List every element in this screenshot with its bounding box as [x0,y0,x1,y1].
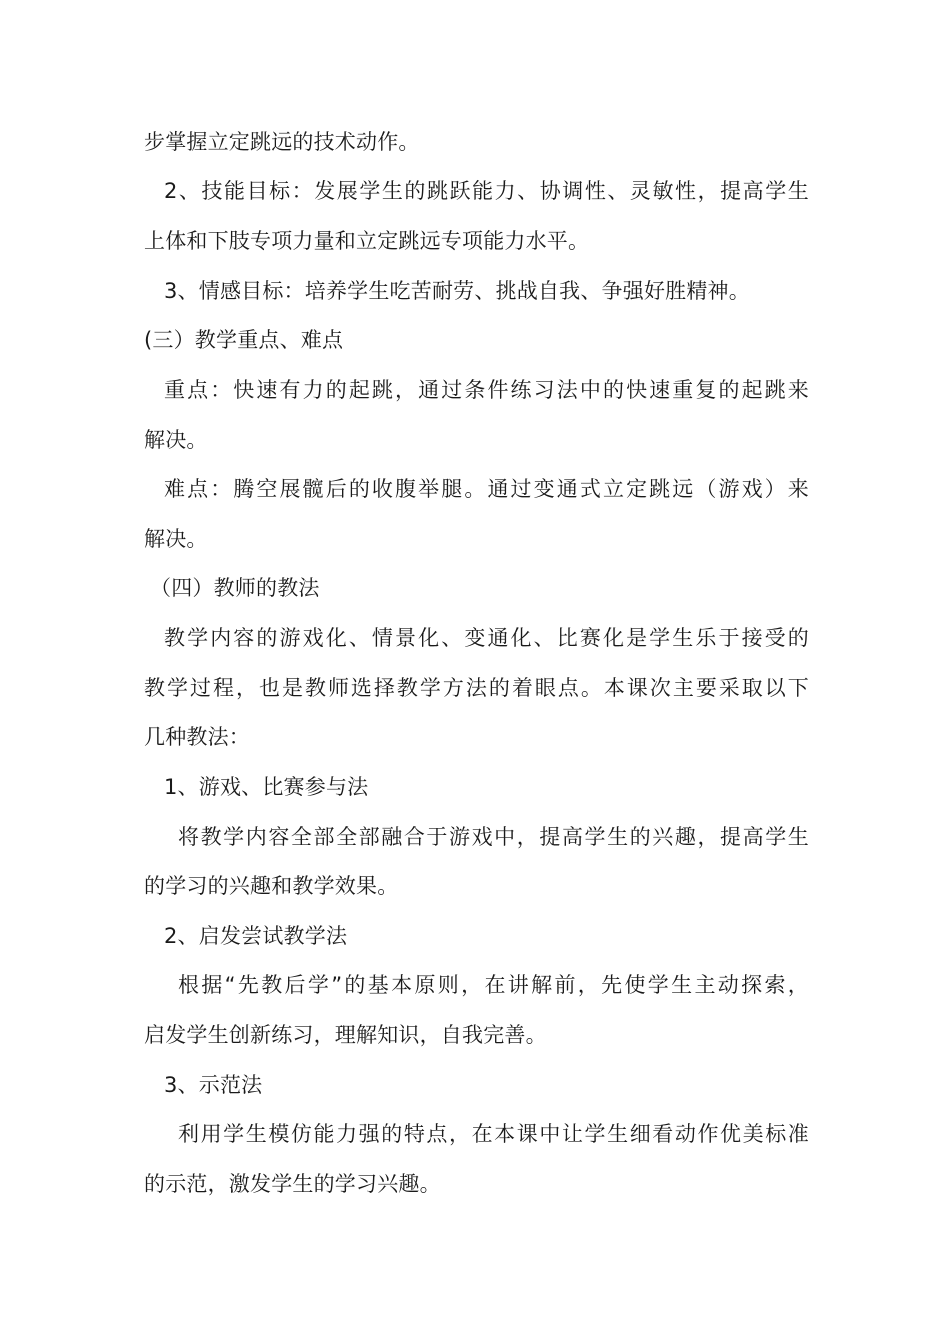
text-line: 根据“先教后学”的基本原则，在讲解前，先使学生主动探索， [178,973,809,997]
text-line: 解决。 [144,527,208,551]
text-line: 步掌握立定跳远的技术动作。 [144,130,420,154]
section-heading: (三）教学重点、难点 [144,328,344,352]
text-line: 2、技能目标：发展学生的跳跃能力、协调性、灵敏性，提高学生 [164,179,809,203]
subsection-heading: 3、示范法 [164,1073,263,1097]
text-line: 难点：腾空展髋后的收腹举腿。通过变通式立定跳远（游戏）来 [164,477,809,501]
text-line: 的学习的兴趣和教学效果。 [144,874,399,898]
text-line: 启发学生创新练习，理解知识，自我完善。 [144,1023,547,1047]
text-line: 重点：快速有力的起跳，通过条件练习法中的快速重复的起跳来 [164,378,809,402]
section-heading: （四）教师的教法 [150,576,320,600]
text-line: 教学内容的游戏化、情景化、变通化、比赛化是学生乐于接受的 [164,626,809,650]
text-line: 利用学生模仿能力强的特点，在本课中让学生细看动作优美标准 [178,1122,809,1146]
text-line: 教学过程，也是教师选择教学方法的着眼点。本课次主要采取以下 [144,676,809,700]
text-line: 上体和下肢专项力量和立定跳远专项能力水平。 [144,229,590,253]
text-line: 3、情感目标：培养学生吃苦耐劳、挑战自我、争强好胜精神。 [164,279,750,303]
text-line: 的示范，激发学生的学习兴趣。 [144,1172,441,1196]
text-line: 解决。 [144,428,208,452]
subsection-heading: 2、启发尝试教学法 [164,924,348,948]
subsection-heading: 1、游戏、比赛参与法 [164,775,369,799]
text-line: 将教学内容全部全部融合于游戏中，提高学生的兴趣，提高学生 [178,825,809,849]
text-line: 几种教法： [144,725,250,749]
